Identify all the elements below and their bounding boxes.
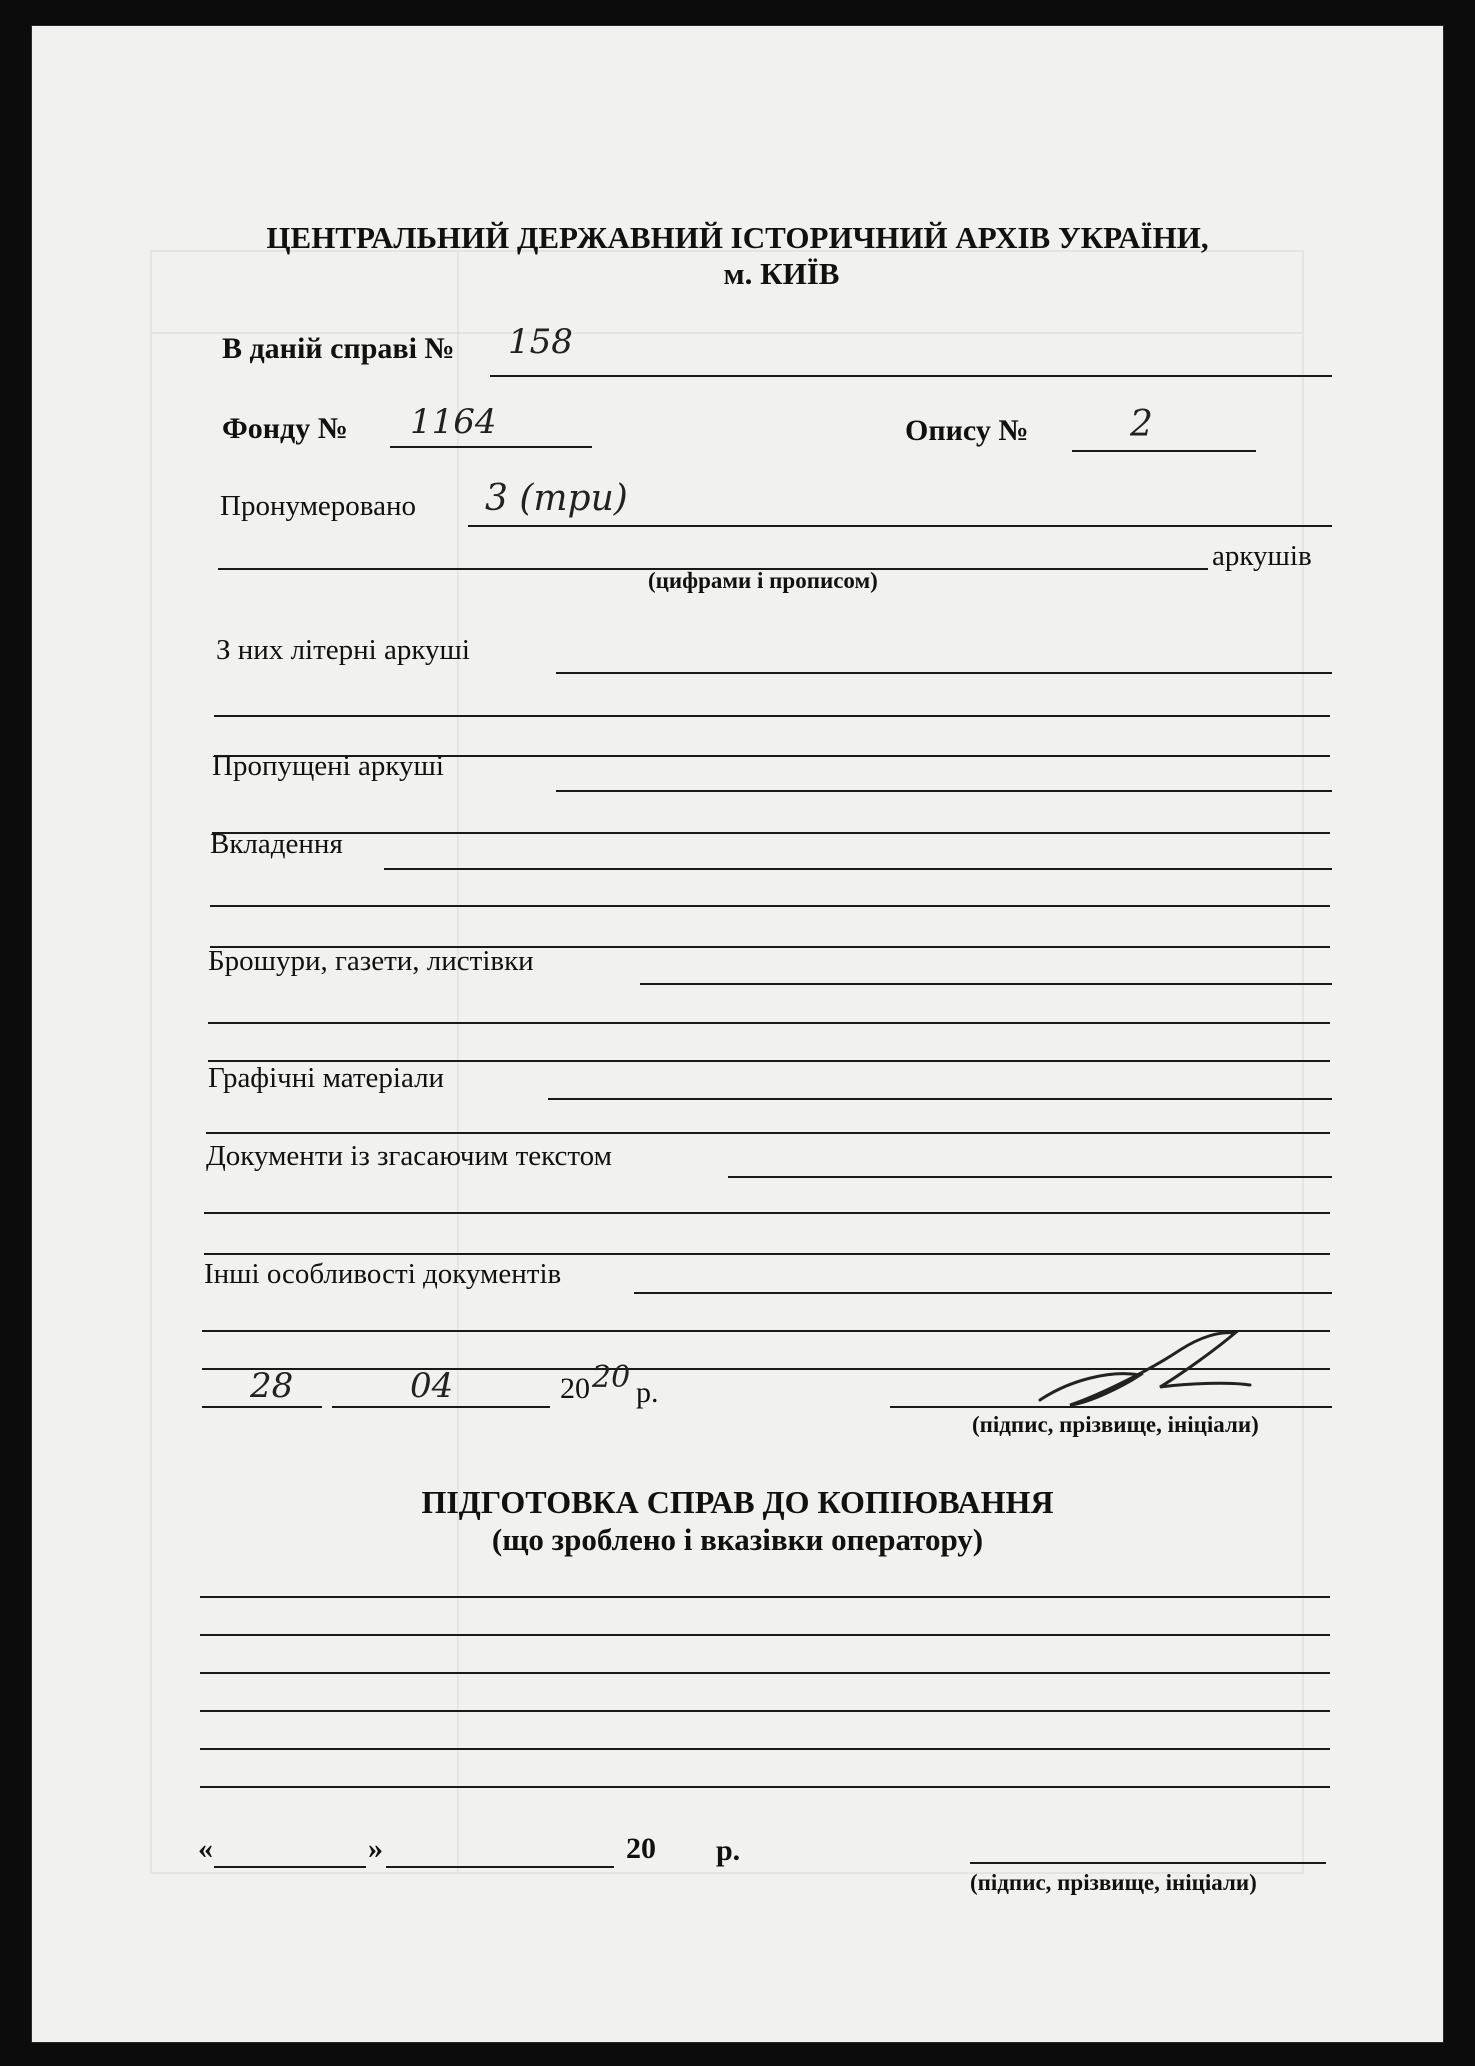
blank-line xyxy=(200,1634,1330,1636)
signature-line-2 xyxy=(970,1862,1326,1864)
fond-label: Фонду № xyxy=(222,412,348,445)
blank-line xyxy=(200,1786,1330,1788)
blank-line xyxy=(204,1253,1330,1255)
graphics-line xyxy=(548,1098,1332,1100)
archive-name: ЦЕНТРАЛЬНИЙ ДЕРЖАВНИЙ ІСТОРИЧНИЙ АРХІВ УКРАЇНИ, xyxy=(266,220,1209,255)
attachments-label: Вкладення xyxy=(210,828,343,860)
month-line-2 xyxy=(386,1866,614,1868)
fading-text-label: Документи із згасаючим текстом xyxy=(206,1140,612,1172)
case-number-line xyxy=(490,375,1332,377)
brochures-label: Брошури, газети, листівки xyxy=(208,945,534,977)
copy-section-title: ПІДГОТОВКА СПРАВ ДО КОПІЮВАННЯ xyxy=(421,1484,1054,1520)
other-features-line xyxy=(634,1292,1332,1294)
brochures-line xyxy=(640,983,1332,985)
letter-sheets-label: З них літерні аркуші xyxy=(216,634,470,666)
blank-line xyxy=(212,832,1330,834)
month-line xyxy=(332,1406,550,1408)
day-line xyxy=(202,1406,322,1408)
year-prefix-2: 20 xyxy=(626,1832,656,1865)
blank-line xyxy=(200,1672,1330,1674)
numbered-line xyxy=(468,525,1332,527)
blank-line xyxy=(208,1022,1330,1024)
blank-line xyxy=(214,715,1330,717)
city-name: м. КИЇВ xyxy=(723,256,840,291)
attachments-line xyxy=(384,868,1332,870)
other-features-label: Інші особливості документів xyxy=(204,1258,562,1290)
year-prefix: 20 xyxy=(560,1372,590,1405)
case-label: В даній справі № xyxy=(222,332,455,365)
signature-caption-2: (підпис, прізвище, ініціали) xyxy=(970,1870,1257,1895)
blank-line xyxy=(204,1212,1330,1214)
letter-sheets-line xyxy=(556,672,1332,674)
year-r-2: р. xyxy=(716,1834,741,1867)
quote-open: « xyxy=(198,1832,213,1865)
blank-line xyxy=(200,1748,1330,1750)
signature-caption-1: (підпис, прізвище, ініціали) xyxy=(972,1412,1259,1437)
year-suffix: 20 xyxy=(592,1360,631,1395)
case-number-value: 158 xyxy=(508,322,573,362)
month-value: 04 xyxy=(410,1366,454,1406)
quote-close: » xyxy=(368,1832,383,1865)
numbered-hint: (цифрами і прописом) xyxy=(648,568,878,593)
sheets-suffix: аркушів xyxy=(1212,540,1312,572)
blank-line xyxy=(200,1710,1330,1712)
day-line-2 xyxy=(214,1866,366,1868)
graphics-label: Графічні матеріали xyxy=(208,1062,445,1094)
opys-number-line xyxy=(1072,450,1256,452)
blank-line xyxy=(200,1596,1330,1598)
year-r: р. xyxy=(636,1376,659,1409)
fond-number-line xyxy=(390,446,592,448)
missing-sheets-label: Пропущені аркуші xyxy=(212,750,444,782)
copy-section-subtitle: (що зроблено і вказівки оператору) xyxy=(491,1522,984,1557)
fond-number-value: 1164 xyxy=(410,402,497,442)
handwritten-signature xyxy=(1030,1325,1260,1415)
numbered-label: Пронумеровано xyxy=(220,490,417,522)
blank-line xyxy=(206,1132,1330,1134)
opys-number-value: 2 xyxy=(1130,404,1153,445)
numbered-value: 3 (три) xyxy=(485,478,628,519)
opys-label: Опису № xyxy=(905,414,1029,447)
day-value: 28 xyxy=(250,1366,294,1406)
fading-text-line xyxy=(728,1176,1332,1178)
blank-line xyxy=(210,905,1330,907)
missing-sheets-line xyxy=(556,790,1332,792)
